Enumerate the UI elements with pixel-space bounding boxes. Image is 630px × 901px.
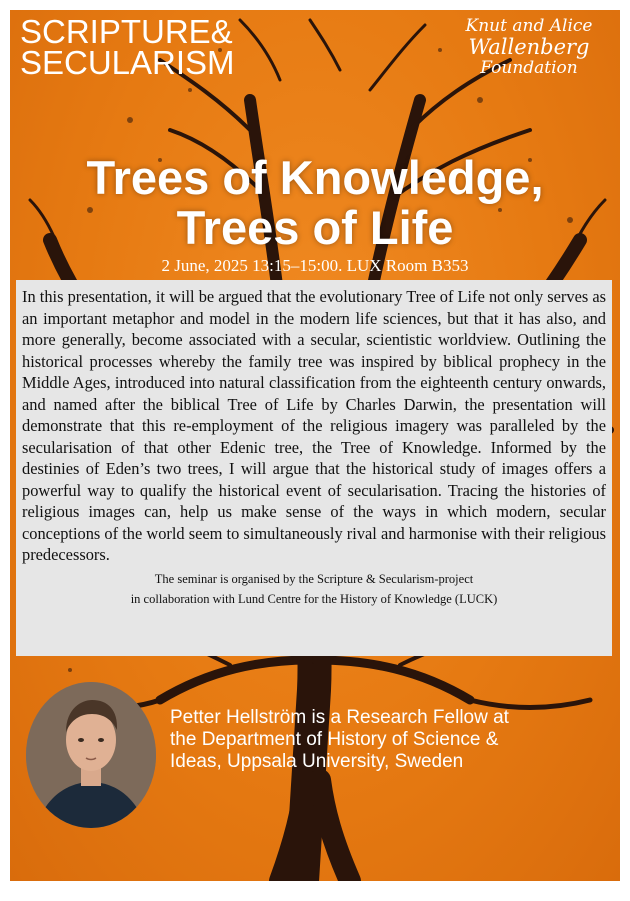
title-line-1: Trees of Knowledge, (86, 151, 544, 204)
speaker-line-1: Petter Hellström is a Research Fellow at (170, 707, 509, 728)
brand-line-1: SCRIPTURE& (20, 13, 233, 50)
speaker-photo (26, 682, 156, 828)
event-date-location: 2 June, 2025 13:15–15:00. LUX Room B353 (161, 256, 469, 275)
foundation-line-1: Knut and Alice (465, 16, 593, 36)
foundation-line-2: Wallenberg (468, 35, 590, 59)
abstract-panel (16, 280, 612, 656)
brand-logo (20, 13, 235, 81)
poster (10, 10, 620, 881)
abstract-text: In this presentation, it will be argued that the evolutionary Tree of Life not only serves as an important metaphor and model in the modern life sciences, but that it has also, and more generally, become associated with a secular, scientistic worldview. Outlining the historical processes whereby the family tree was inspired by biblical prophecy in the Middle Ages, introduced into natural classification from the eighteenth century onwards, and named after the biblical Tree of Life by Charles Darwin, the presentation will demonstrate that this re-employment of the religious imagery was paralleled by the secularisation of that other Edenic tree, the Tree of Knowledge. Informed by the destinies of Eden’s two trees, I will argue that the historical study of images offers a powerful way to qualify the historical event of secularisation. Tracing the histories of religious images can, help us make sense of the ways in which modern, secular conceptions of the world seem to simultaneously rival and harmonise with their religious predecessors. (22, 287, 606, 564)
speaker-line-3: Ideas, Uppsala University, Sweden (170, 751, 464, 772)
speaker-line-2: the Department of History of Science & (170, 729, 499, 750)
organiser-note (22, 569, 606, 609)
foundation-logo (464, 16, 594, 79)
speaker-bio (170, 707, 610, 773)
brand-line-2: SECULARISM (20, 44, 235, 81)
foundation-line-3: Foundation (480, 58, 578, 78)
organiser-line-1: The seminar is organised by the Scripture & Secularism-project (154, 571, 474, 586)
title-line-2: Trees of Life (176, 201, 454, 254)
organiser-line-2: in collaboration with Lund Centre for the History of Knowledge (LUCK) (130, 591, 498, 606)
event-title (10, 153, 620, 253)
